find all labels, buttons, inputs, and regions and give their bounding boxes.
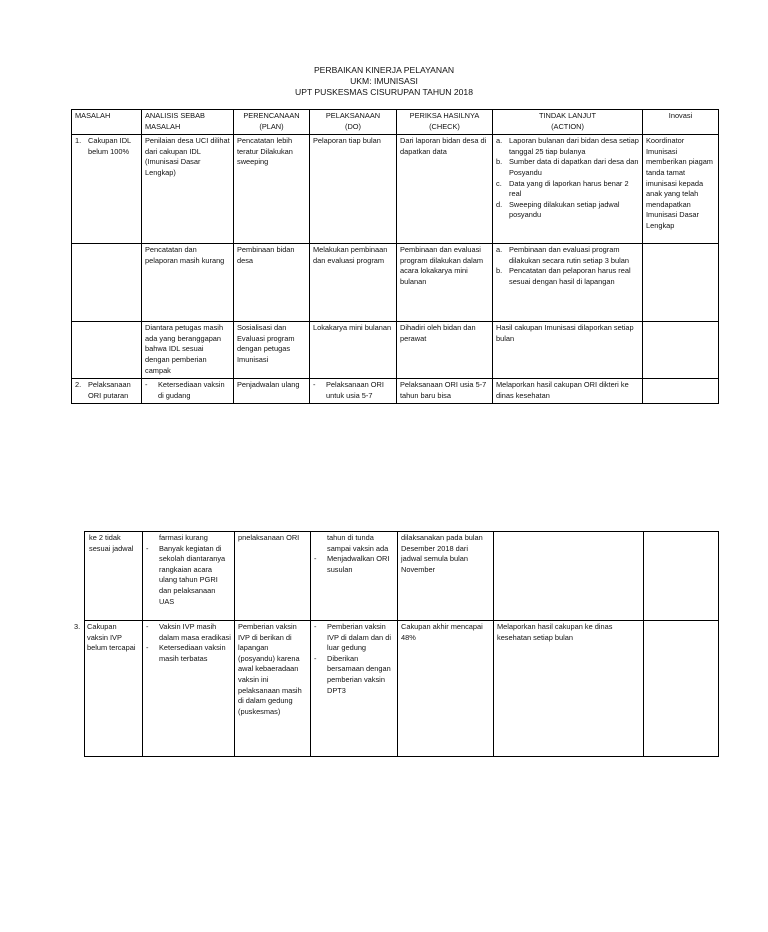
cell-check: Pelaksanaan ORI usia 5-7 tahun baru bisa xyxy=(397,379,493,404)
table-row xyxy=(85,621,719,757)
cell-analisis: - Vaksin IVP masih dalam masa eradikasi - Ketersediaan vaksin masih terbatas xyxy=(143,621,235,757)
cell-action: Hasil cakupan Imunisasi dilaporkan setiap bulan xyxy=(493,322,643,379)
cell-plan: Pencatatan lebih teratur Dilakukan sweeping xyxy=(234,135,310,244)
table-row xyxy=(72,244,719,322)
cell-plan: Penjadwalan ulang xyxy=(234,379,310,404)
header-analisis: ANALISIS SEBAB MASALAH xyxy=(142,110,234,135)
cell-action: a. Pembinaan dan evaluasi program dilakukan secara rutin setiap 3 bulan b. Pencatatan dan pelaporan harus real sesuai dengan hasil di lapangan xyxy=(493,244,643,322)
cell-action: a. Laporan bulanan dari bidan desa setiap tanggal 25 tiap bulanya b. Sumber data di dapatkan dari desa dan Posyandu c. Data yang di laporkan harus benar 2 real d. Sweeping dilakukan setiap jadwal posyandu xyxy=(493,135,643,244)
document-subtitle-puskesmas: UPT PUSKESMAS CISURUPAN TAHUN 2018 xyxy=(295,87,473,97)
cell-masalah xyxy=(72,244,142,322)
table-row xyxy=(72,135,719,244)
table-row xyxy=(72,379,719,404)
cell-check: Pembinaan dan evaluasi program dilakukan dalam acara lokakarya mini bulanan xyxy=(397,244,493,322)
header-perencanaan: PERENCANAAN (PLAN) xyxy=(234,110,310,135)
cell-inovasi xyxy=(644,532,719,621)
action-plan-table-page1 xyxy=(71,109,719,404)
cell-inovasi xyxy=(643,322,719,379)
cell-plan: Sosialisasi dan Evaluasi program dengan petugas Imunisasi xyxy=(234,322,310,379)
cell-analisis: Penilaian desa UCI dilihat dari cakupan IDL (Imunisasi Dasar Lengkap) xyxy=(142,135,234,244)
cell-masalah: 3. Cakupan vaksin IVP belum tercapai xyxy=(85,621,143,757)
cell-analisis: Pencatatan dan pelaporan masih kurang xyxy=(142,244,234,322)
cell-action: Melaporkan hasil cakupan ORI dikteri ke dinas kesehatan xyxy=(493,379,643,404)
cell-plan: Pembinaan bidan desa xyxy=(234,244,310,322)
cell-analisis: farmasi kurang - Banyak kegiatan di sekolah diantaranya rangkaian acara ulang tahun PGRI dan pelaksanaan UAS xyxy=(143,532,235,621)
cell-check: Dari laporan bidan desa di dapatkan data xyxy=(397,135,493,244)
cell-inovasi xyxy=(643,379,719,404)
action-plan-table-page2 xyxy=(74,531,719,757)
cell-do: - Pelaksanaan ORI untuk usia 5-7 xyxy=(310,379,397,404)
header-pelaksanaan: PELAKSANAAN (DO) xyxy=(310,110,397,135)
cell-inovasi: Koordinator Imunisasi memberikan piagam tanda tamat imunisasi kepada anak yang telah mendapatkan Imunisasi Dasar Lengkap xyxy=(643,135,719,244)
cell-masalah: 2. Pelaksanaan ORI putaran xyxy=(72,379,142,404)
cell-inovasi xyxy=(644,621,719,757)
cell-action xyxy=(494,532,644,621)
table-row xyxy=(72,322,719,379)
cell-masalah: ke 2 tidak sesuai jadwal xyxy=(85,532,143,621)
header-masalah: MASALAH xyxy=(72,110,142,135)
cell-do: Pelaporan tiap bulan xyxy=(310,135,397,244)
cell-do: Melakukan pembinaan dan evaluasi program xyxy=(310,244,397,322)
table-header-row xyxy=(72,110,719,135)
cell-do: tahun di tunda sampai vaksin ada - Menjadwalkan ORI susulan xyxy=(311,532,398,621)
header-tindak-lanjut: TINDAK LANJUT (ACTION) xyxy=(493,110,643,135)
document-title: PERBAIKAN KINERJA PELAYANAN xyxy=(313,65,455,75)
cell-check: Dihadiri oleh bidan dan perawat xyxy=(397,322,493,379)
cell-masalah: 1. Cakupan IDL belum 100% xyxy=(72,135,142,244)
cell-analisis: - Ketersediaan vaksin di gudang xyxy=(142,379,234,404)
cell-action: Melaporkan hasil cakupan ke dinas kesehatan setiap bulan xyxy=(494,621,644,757)
cell-inovasi xyxy=(643,244,719,322)
cell-plan: pnelaksanaan ORI xyxy=(235,532,311,621)
cell-check: Cakupan akhir mencapai 48% xyxy=(398,621,494,757)
header-inovasi: Inovasi xyxy=(643,110,719,135)
cell-masalah xyxy=(72,322,142,379)
header-periksa: PERIKSA HASILNYA (CHECK) xyxy=(397,110,493,135)
document-subtitle-ukm: UKM: IMUNISASI xyxy=(350,76,418,86)
table-row xyxy=(85,532,719,621)
cell-check: dilaksanakan pada bulan Desember 2018 dari jadwal semula bulan November xyxy=(398,532,494,621)
cell-analisis: Diantara petugas masih ada yang beranggapan bahwa IDL sesuai dengan pemberian campak xyxy=(142,322,234,379)
cell-plan: Pemberian vaksin IVP di berikan di lapangan (posyandu) karena awal kebaeradaan vaksin ini pelaksanaan masih di dalam gedung (puskesmas) xyxy=(235,621,311,757)
cell-do: Lokakarya mini bulanan xyxy=(310,322,397,379)
cell-do: - Pemberian vaksin IVP di dalam dan di luar gedung - Diberikan bersamaan dengan pemberian vaksin DPT3 xyxy=(311,621,398,757)
